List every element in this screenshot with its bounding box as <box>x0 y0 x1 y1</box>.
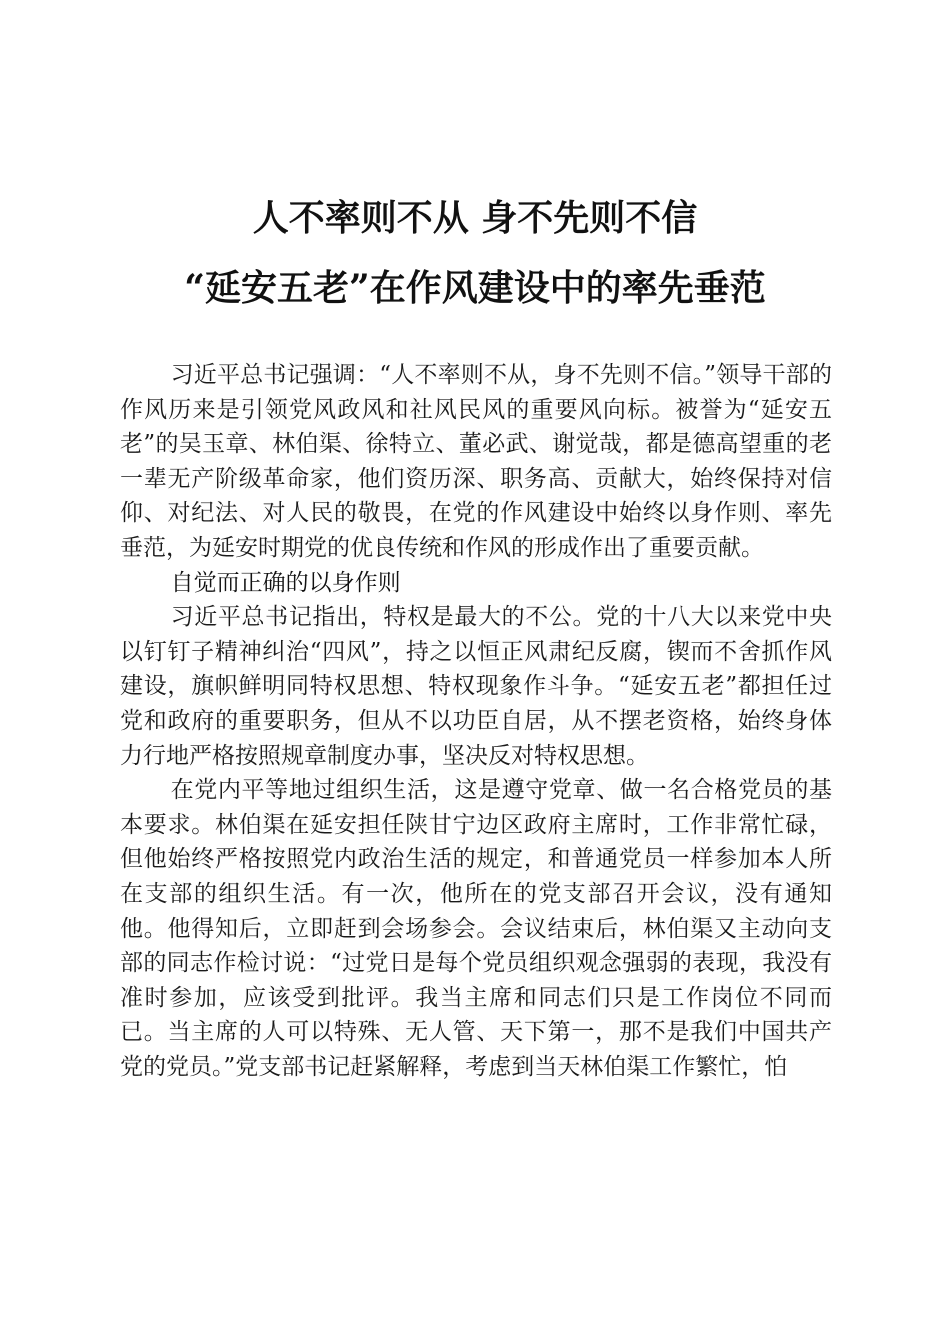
article-body <box>120 358 832 1084</box>
paragraph-intro: 习近平总书记强调：“人不率则不从，身不先则不信。”领导干部的作风历来是引领党风政风和社风民风的重要风向标。被誉为“延安五老”的吴玉章、林伯渠、徐特立、董必武、谢觉哉，都是德高望重的老一辈无产阶级革命家，他们资历深、职务高、贡献大，始终保持对信仰、对纪法、对人民的敬畏，在党的作风建设中始终以身作则、率先垂范，为延安时期党的优良传统和作风的形成作出了重要贡献。 <box>120 362 832 561</box>
title-line-1: 人不率则不从 身不先则不信 <box>252 197 698 239</box>
paragraph-privilege: 习近平总书记指出，特权是最大的不公。党的十八大以来党中央以钉钉子精神纠治“四风”，持之以恒正风肃纪反腐，锲而不舍抓作风建设，旗帜鲜明同特权思想、特权现象作斗争。“延安五老”都担任过党和政府的重要职务，但从不以功臣自居，从不摆老资格，始终身体力行地严格按照规章制度办事，坚决反对特权思想。 <box>120 604 832 769</box>
title-line-2: “延安五老”在作风建设中的率先垂范 <box>184 267 766 309</box>
section-heading: 自觉而正确的以身作则 <box>170 569 401 596</box>
paragraph-organization-life: 在党内平等地过组织生活，这是遵守党章、做一名合格党员的基本要求。林伯渠在延安担任陕甘宁边区政府主席时，工作非常忙碌，但他始终严格按照党内政治生活的规定，和普通党员一样参加本人所在支部的组织生活。有一次，他所在的党支部召开会议，没有通知他。他得知后，立即赶到会场参会。会议结束后，林伯渠又主动向支部的同志作检讨说：“过党日是每个党员组织观念强弱的表现，我没有准时参加，应该受到批评。我当主席和同志们只是工作岗位不同而已。当主席的人可以特殊、无人管、天下第一，那不是我们中国共产党的党员。”党支部书记赶紧解释，考虑到当天林伯渠工作繁忙，怕 <box>120 777 832 1080</box>
